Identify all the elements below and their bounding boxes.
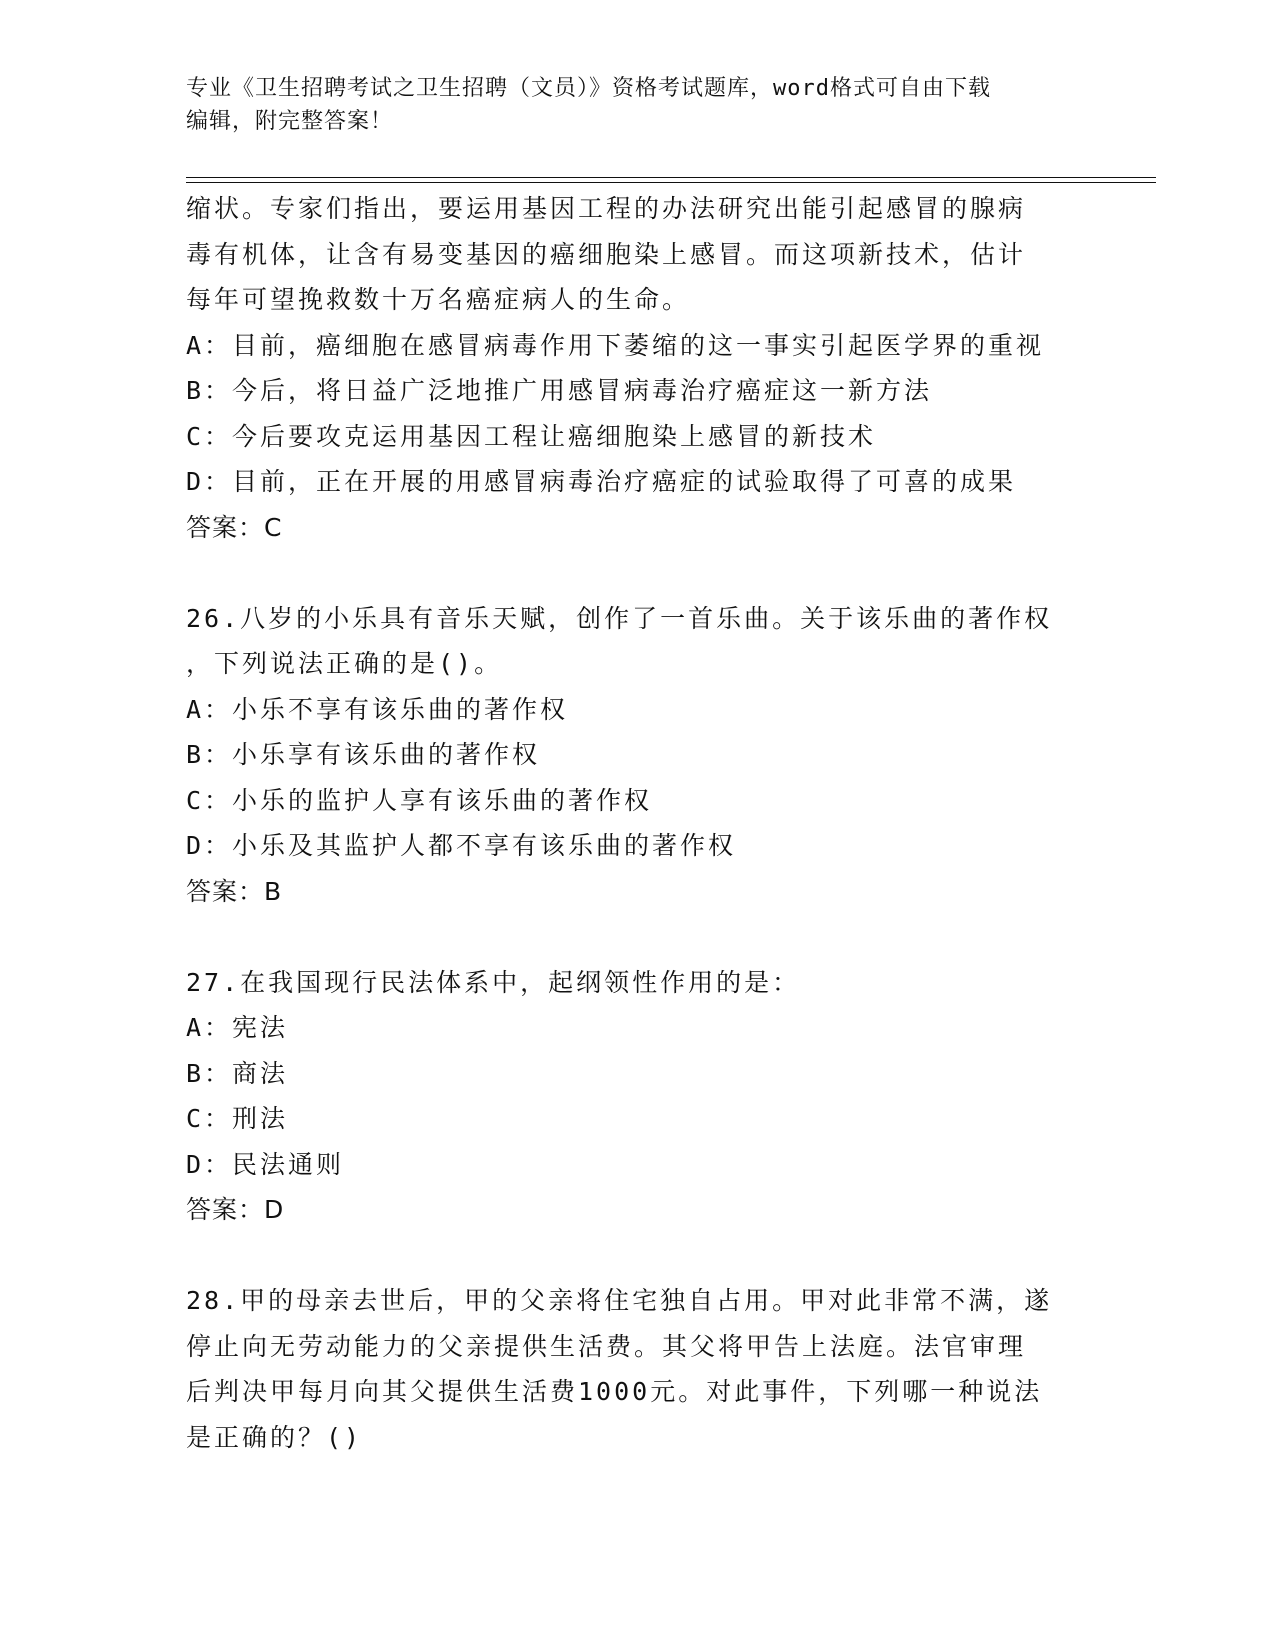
passage-tail: [186, 186, 1086, 323]
q25-option-b: B：今后，将日益广泛地推广用感冒病毒治疗癌症这一新方法: [186, 376, 933, 405]
passage-line: 毒有机体，让含有易变基因的癌细胞染上感冒。而这项新技术，估计: [186, 239, 1027, 269]
q26-option-c: C：小乐的监护人享有该乐曲的著作权: [186, 785, 653, 815]
q27-option-b: B：商法: [186, 1058, 289, 1088]
header-divider-top: [186, 177, 1156, 178]
q28-stem-line: 是正确的？(): [186, 1422, 363, 1452]
q26-option-d: D：小乐及其监护人都不享有该乐曲的著作权: [186, 831, 737, 860]
header-line-2: 编辑，附完整答案！: [186, 109, 394, 134]
q28-stem-line: 28.甲的母亲去世后，甲的父亲将住宅独自占用。甲对此非常不满，遂: [186, 1286, 1053, 1315]
q25-option-d: D：目前，正在开展的用感冒病毒治疗癌症的试验取得了可喜的成果: [186, 467, 1017, 496]
question-26: [186, 596, 1086, 915]
passage-line: 缩状。专家们指出，要运用基因工程的办法研究出能引起感冒的腺病: [186, 194, 1027, 223]
spacer: [186, 914, 1086, 960]
q25-answer: 答案：C: [186, 512, 283, 542]
spacer: [186, 1233, 1086, 1279]
header-divider-bottom: [186, 182, 1156, 183]
document-header: [186, 72, 1086, 138]
passage-line: 每年可望挽救数十万名癌症病人的生命。: [186, 285, 691, 314]
spacer: [186, 550, 1086, 596]
q27-option-c: C：刑法: [186, 1104, 289, 1133]
q28-stem-line: 后判决甲每月向其父提供生活费1000元。对此事件，下列哪一种说法: [186, 1377, 1043, 1406]
q26-option-a: A：小乐不享有该乐曲的著作权: [186, 694, 569, 724]
q26-stem-line: ，下列说法正确的是()。: [186, 649, 503, 678]
q25-option-c: C：今后要攻克运用基因工程让癌细胞染上感冒的新技术: [186, 421, 877, 451]
question-27: [186, 960, 1086, 1233]
q26-option-b: B：小乐享有该乐曲的著作权: [186, 740, 541, 769]
q25-options: [186, 323, 1086, 505]
q26-answer: 答案：B: [186, 876, 283, 906]
q27-stem-line: 27.在我国现行民法体系中，起纲领性作用的是：: [186, 967, 801, 997]
q28-stem-line: 停止向无劳动能力的父亲提供生活费。其父将甲告上法庭。法官审理: [186, 1331, 1027, 1361]
question-28: [186, 1278, 1086, 1460]
q27-option-d: D：民法通则: [186, 1149, 345, 1179]
header-line-1: 专业《卫生招聘考试之卫生招聘（文员）》资格考试题库，word格式可自由下载: [186, 76, 991, 101]
q26-stem-line: 26.八岁的小乐具有音乐天赋，创作了一首乐曲。关于该乐曲的著作权: [186, 603, 1053, 633]
q27-answer: 答案：D: [186, 1195, 285, 1224]
question-content: [186, 186, 1086, 1460]
q25-option-a: A：目前，癌细胞在感冒病毒作用下萎缩的这一事实引起医学界的重视: [186, 330, 1045, 360]
q27-option-a: A：宪法: [186, 1013, 289, 1042]
